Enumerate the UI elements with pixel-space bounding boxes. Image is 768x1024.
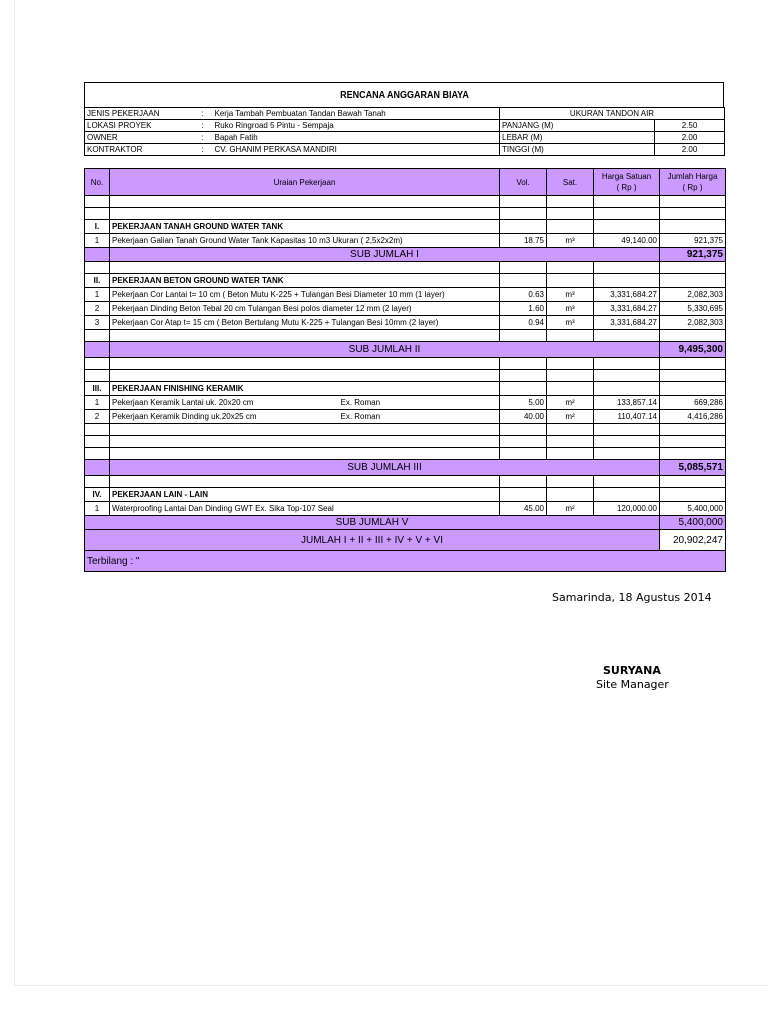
table-row — [85, 396, 726, 410]
subtotal-value: 9,495,300 — [660, 342, 726, 358]
terbilang-text: Terbilang : " — [85, 551, 726, 572]
item-volume: 5.00 — [500, 396, 547, 410]
blank-row — [85, 196, 726, 208]
tank-dimension-value: 2.00 — [655, 144, 725, 156]
item-total: 669,286 — [660, 396, 726, 410]
info-row — [85, 108, 725, 120]
item-description: Pekerjaan Galian Tanah Ground Water Tank Kapasitas 10 m3 Ukuran ( 2,5x2x2m) — [110, 234, 500, 248]
document-title-box — [84, 82, 724, 107]
item-description: Pekerjaan Keramik Lantai uk. 20x20 cm — [110, 396, 339, 410]
header-sat: Sat. — [547, 169, 594, 196]
header-no: No. — [85, 169, 110, 196]
header-harga-satuan: Harga Satuan ( Rp ) — [594, 169, 660, 196]
section-number: I. — [85, 220, 110, 234]
item-unit-price: 133,857.14 — [594, 396, 660, 410]
page-left-edge — [14, 0, 15, 986]
section-heading-row — [85, 382, 726, 396]
subtotal-label: SUB JUMLAH II — [110, 342, 660, 358]
item-volume: 45.00 — [500, 502, 547, 516]
item-number: 1 — [85, 502, 110, 516]
section-number: II. — [85, 274, 110, 288]
item-number: 3 — [85, 316, 110, 330]
info-row — [85, 120, 725, 132]
item-unit: m² — [547, 396, 594, 410]
signatory-role: Site Manager — [596, 678, 669, 691]
item-description: Waterproofing Lantai Dan Dinding GWT Ex. Sika Top-107 Seal — [110, 502, 500, 516]
subtotal-value: 921,375 — [660, 248, 726, 262]
tank-dimension-label: LEBAR (M) — [500, 132, 655, 144]
blank-row — [85, 208, 726, 220]
item-total: 4,416,286 — [660, 410, 726, 424]
table-row — [85, 316, 726, 330]
header-uraian: Uraian Pekerjaan — [110, 169, 500, 196]
subtotal-row — [85, 248, 726, 262]
section-title: PEKERJAAN BETON GROUND WATER TANK — [110, 274, 500, 288]
info-colon: : — [193, 144, 213, 156]
subtotal-label: SUB JUMLAH V — [85, 516, 660, 530]
item-total: 921,375 — [660, 234, 726, 248]
info-row — [85, 132, 725, 144]
blank-row — [85, 330, 726, 342]
terbilang-row — [85, 551, 726, 572]
item-total: 5,330,695 — [660, 302, 726, 316]
item-total: 2,082,303 — [660, 288, 726, 302]
section-title: PEKERJAAN LAIN - LAIN — [110, 488, 500, 502]
budget-table — [84, 168, 726, 572]
info-colon: : — [193, 120, 213, 132]
section-heading-row — [85, 274, 726, 288]
info-colon: : — [193, 108, 213, 120]
item-description: Pekerjaan Cor Lantai t= 10 cm ( Beton Mutu K-225 + Tulangan Besi Diameter 10 mm (1 layer) — [110, 288, 500, 302]
item-unit: m³ — [547, 288, 594, 302]
section-number: III. — [85, 382, 110, 396]
section-number: IV. — [85, 488, 110, 502]
info-value: CV. GHANIM PERKASA MANDIRI — [213, 144, 500, 156]
item-number: 1 — [85, 288, 110, 302]
blank-row — [85, 424, 726, 436]
table-row — [85, 502, 726, 516]
info-label: KONTRAKTOR — [85, 144, 193, 156]
info-label: LOKASI PROYEK — [85, 120, 193, 132]
item-unit: m³ — [547, 316, 594, 330]
grand-total-row — [85, 530, 726, 551]
subtotal-label: SUB JUMLAH I — [110, 248, 660, 262]
section-title: PEKERJAAN FINISHING KERAMIK — [110, 382, 500, 396]
item-unit: m² — [547, 410, 594, 424]
info-value: Kerja Tambah Pembuatan Tandan Bawah Tanah — [213, 108, 500, 120]
item-number: 1 — [85, 396, 110, 410]
subtotal-row — [85, 342, 726, 358]
tank-size-heading: UKURAN TANDON AIR — [500, 108, 725, 120]
project-info-table — [84, 107, 725, 156]
header-vol: Vol. — [500, 169, 547, 196]
table-row — [85, 288, 726, 302]
blank-row — [85, 448, 726, 460]
blank-row — [85, 476, 726, 488]
subtotal-label: SUB JUMLAH III — [110, 460, 660, 476]
subtotal-value: 5,085,571 — [660, 460, 726, 476]
item-unit-price: 3,331,684.27 — [594, 316, 660, 330]
tank-dimension-value: 2.00 — [655, 132, 725, 144]
blank-row — [85, 370, 726, 382]
item-description: Pekerjaan Keramik Dinding uk.20x25 cm — [110, 410, 339, 424]
item-unit: m² — [547, 502, 594, 516]
item-volume: 40.00 — [500, 410, 547, 424]
blank-row — [85, 436, 726, 448]
tank-dimension-label: TINGGI (M) — [500, 144, 655, 156]
info-row — [85, 144, 725, 156]
page-bottom-edge — [14, 985, 768, 986]
info-value: Bapah Fatih — [213, 132, 500, 144]
item-description: Pekerjaan Cor Atap t= 15 cm ( Beton Bertulang Mutu K-225 + Tulangan Besi 10mm (2 layer) — [110, 316, 500, 330]
item-unit-price: 110,407.14 — [594, 410, 660, 424]
item-total: 2,082,303 — [660, 316, 726, 330]
tank-dimension-value: 2.50 — [655, 120, 725, 132]
item-unit-price: 3,331,684.27 — [594, 302, 660, 316]
item-number: 1 — [85, 234, 110, 248]
grand-total-value: 20,902,247 — [660, 530, 726, 551]
item-volume: 18.75 — [500, 234, 547, 248]
item-volume: 0.94 — [500, 316, 547, 330]
header-jumlah-harga: Jumlah Harga ( Rp ) — [660, 169, 726, 196]
item-number: 2 — [85, 302, 110, 316]
item-brand: Ex. Roman — [339, 410, 500, 424]
table-header-row — [85, 169, 726, 196]
item-volume: 0.63 — [500, 288, 547, 302]
blank-row — [85, 358, 726, 370]
section-title: PEKERJAAN TANAH GROUND WATER TANK — [110, 220, 500, 234]
subtotal-row — [85, 516, 726, 530]
info-colon: : — [193, 132, 213, 144]
subtotal-row — [85, 460, 726, 476]
signature-place-date: Samarinda, 18 Agustus 2014 — [552, 591, 712, 604]
subtotal-value: 5,400,000 — [660, 516, 726, 530]
grand-total-label: JUMLAH I + II + III + IV + V + VI — [85, 530, 660, 551]
table-row — [85, 234, 726, 248]
item-unit-price: 3,331,684.27 — [594, 288, 660, 302]
item-brand: Ex. Roman — [339, 396, 500, 410]
table-row — [85, 302, 726, 316]
section-heading-row — [85, 488, 726, 502]
info-label: OWNER — [85, 132, 193, 144]
document-title: RENCANA ANGGARAN BIAYA — [339, 89, 469, 101]
tank-dimension-label: PANJANG (M) — [500, 120, 655, 132]
item-description: Pekerjaan Dinding Beton Tebal 20 cm Tulangan Besi polos diameter 12 mm (2 layer) — [110, 302, 500, 316]
section-heading-row — [85, 220, 726, 234]
item-unit: m³ — [547, 302, 594, 316]
info-value: Ruko Ringroad 5 Pintu - Sempaja — [213, 120, 500, 132]
signatory-name: SURYANA — [603, 664, 661, 677]
item-number: 2 — [85, 410, 110, 424]
info-label: JENIS PEKERJAAN — [85, 108, 193, 120]
item-volume: 1.60 — [500, 302, 547, 316]
item-total: 5,400,000 — [660, 502, 726, 516]
item-unit-price: 120,000.00 — [594, 502, 660, 516]
item-unit: m³ — [547, 234, 594, 248]
item-unit-price: 49,140.00 — [594, 234, 660, 248]
table-row — [85, 410, 726, 424]
blank-row — [85, 262, 726, 274]
